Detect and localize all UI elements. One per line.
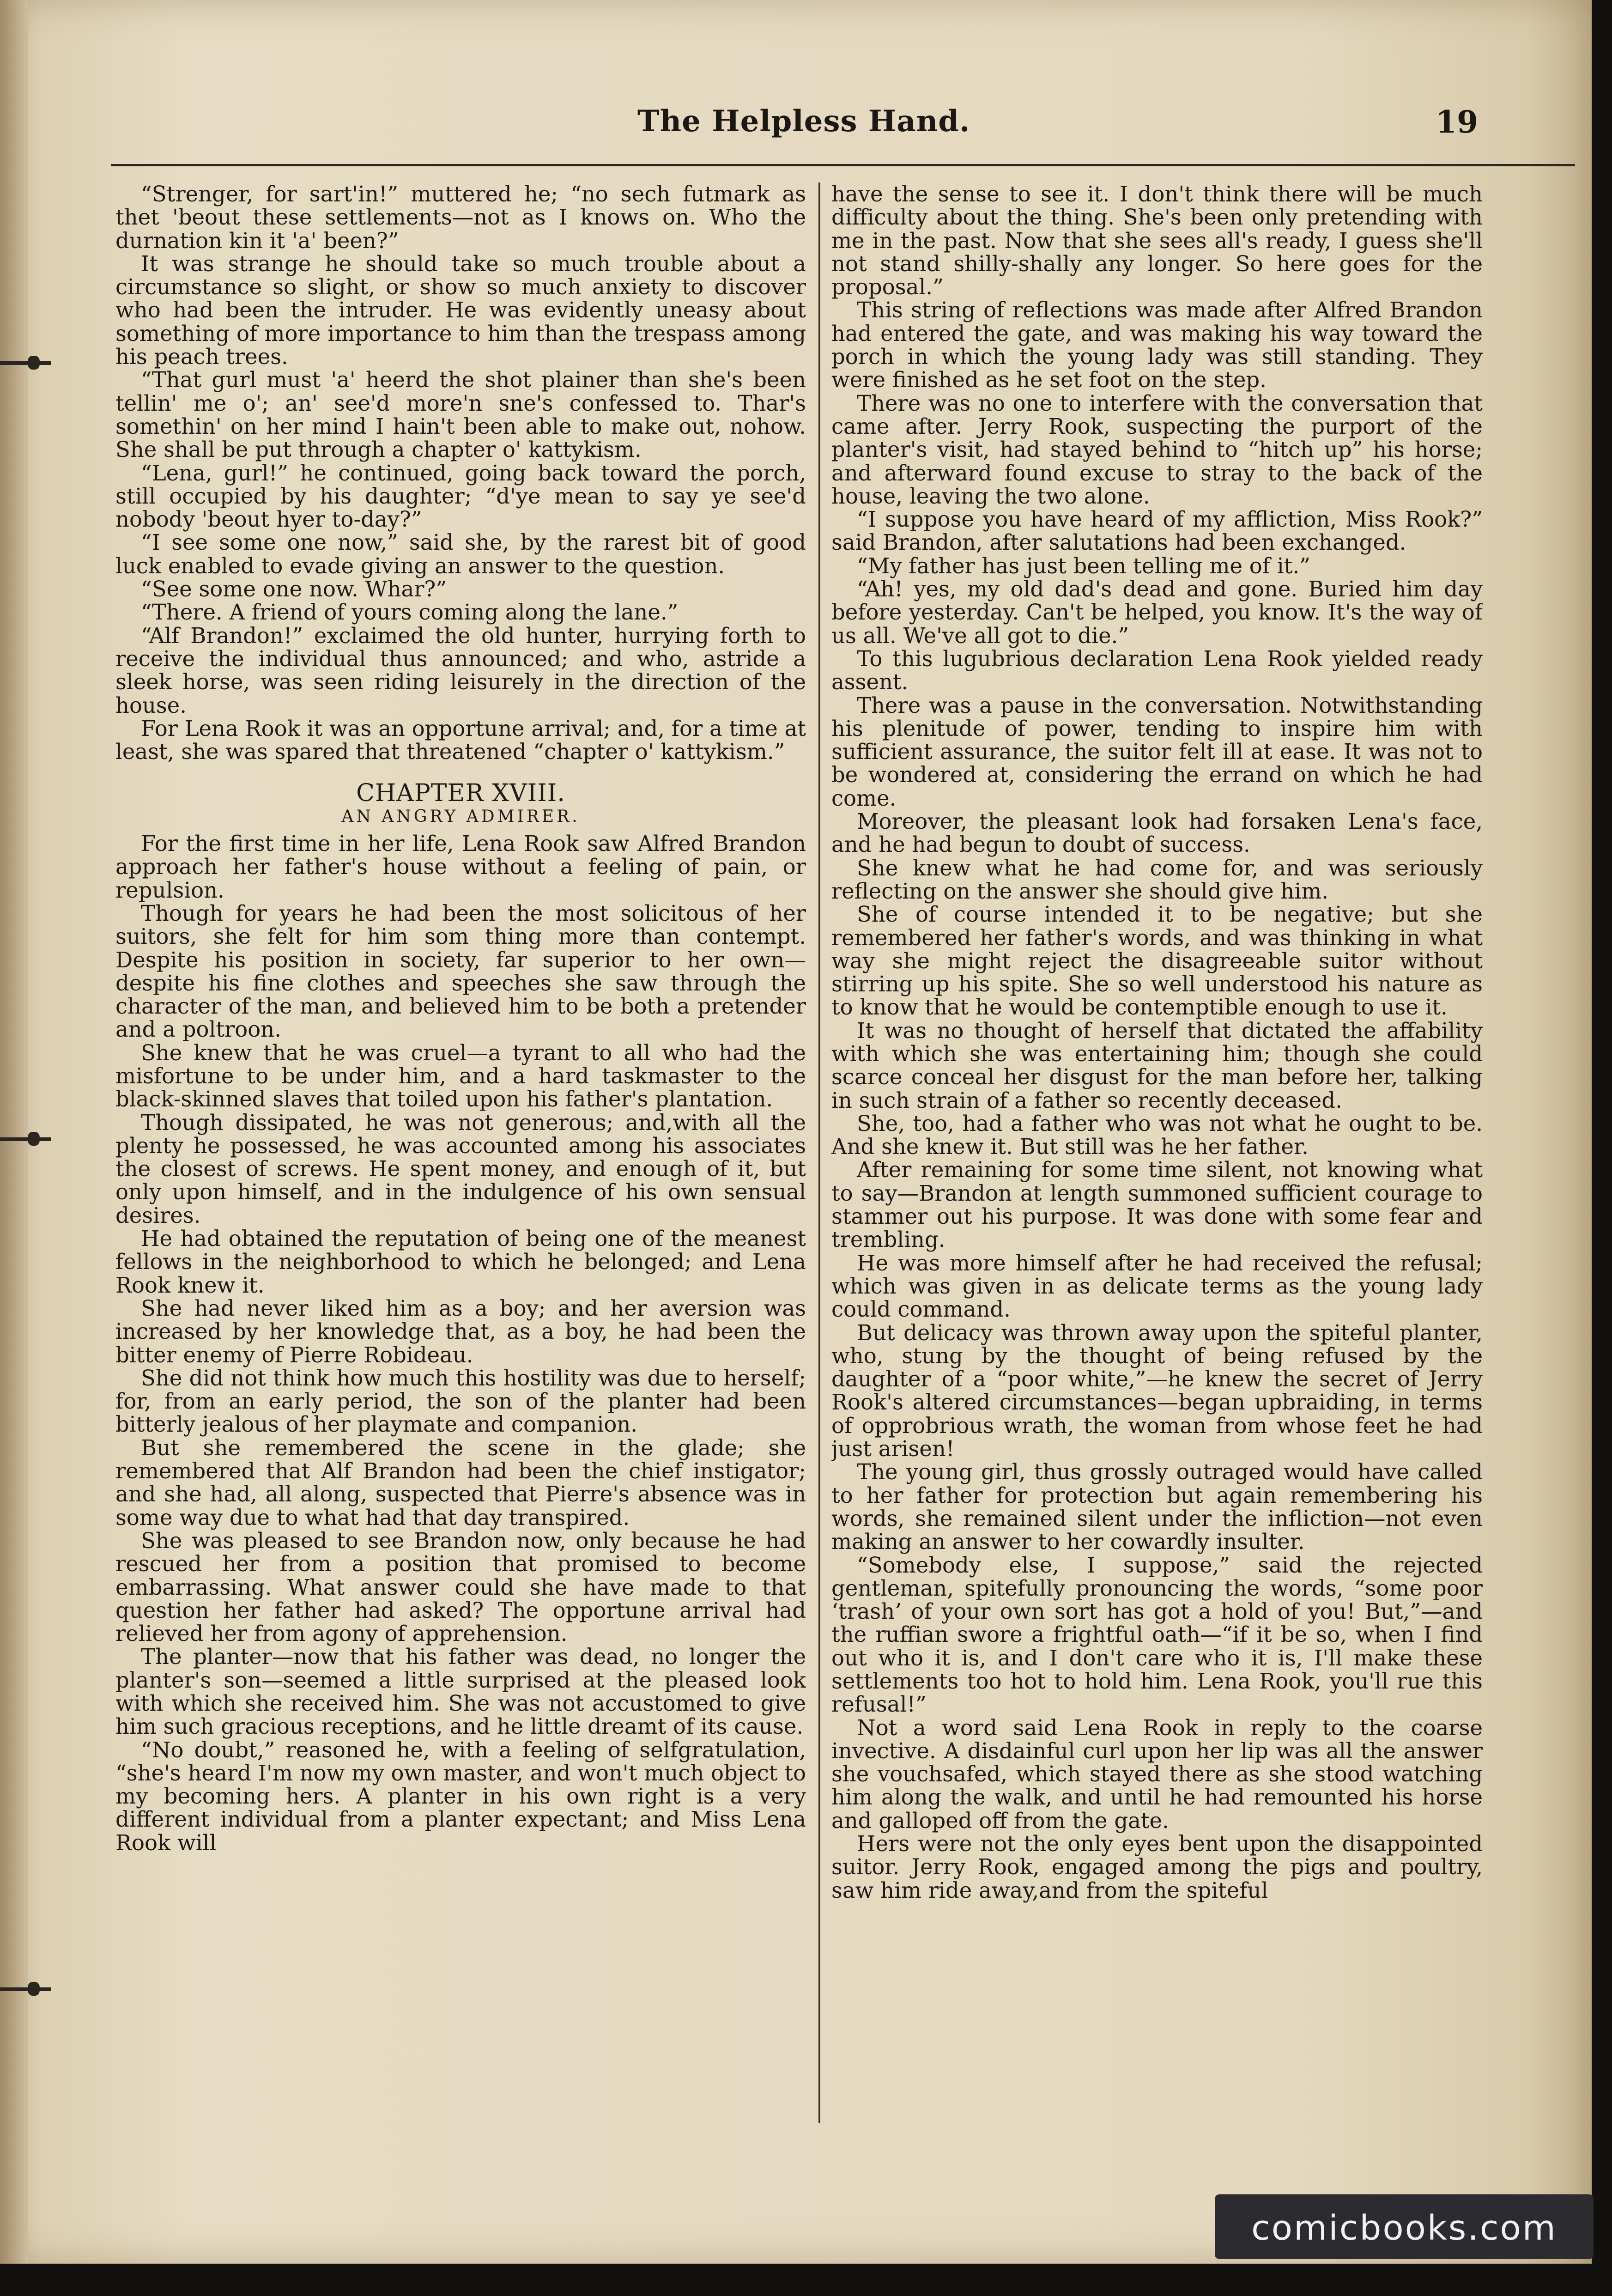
paragraph: Moreover, the pleasant look had forsaken Lena's face, and he had begun to doubt of success.: [831, 809, 1483, 857]
paragraph: “Ah! yes, my old dad's dead and gone. Buried him day before yesterday. Can't be helped, you know. It's the way of us all. We've all got to die.”: [831, 577, 1483, 648]
paragraph: He had obtained the reputation of being one of the meanest fellows in the neighborhood to which he belonged; and Lena Rook knew it.: [115, 1226, 806, 1298]
binding-stitch: [0, 1127, 51, 1150]
paragraph: “No doubt,” reasoned he, with a feeling of selfgratulation, “she's heard I'm now my own master, and won't much object to my becoming hers. A planter in his own right is a very different individual from a planter expectant; and Miss Lena Rook will: [115, 1737, 806, 1855]
paragraph: Not a word said Lena Rook in reply to the coarse invective. A disdainful curl upon her lip was all the answer she vouchsafed, which stayed there as she stood watching him along the walk, and until he had remounted his horse and galloped off from the gate.: [831, 1715, 1483, 1833]
paragraph: The young girl, thus grossly outraged would have called to her father for protection but again remembering his words, she remained silent under the infliction—not even making an answer to her cowardly insulter.: [831, 1459, 1483, 1555]
paragraph: “I see some one now,” said she, by the rarest bit of good luck enabled to evade giving an answer to the question.: [115, 530, 806, 578]
paragraph: But she remembered the scene in the glade; she remembered that Alf Brandon had been the chief instigator; and she had, all along, suspected that Pierre's absence was in some way due to what had that day transpired.: [115, 1435, 806, 1530]
paragraph: Though dissipated, he was not generous; and,with all the plenty he possessed, he was accounted among his associates the closest of screws. He spent money, and enough of it, but only upon himself, and in the indulgence of his own sensual desires.: [115, 1110, 806, 1228]
site-watermark: [1215, 2194, 1594, 2259]
paragraph: She, too, had a father who was not what he ought to be. And she knew it. But still was he her father.: [831, 1111, 1483, 1160]
paragraph: There was a pause in the conversation. Notwithstanding his plenitude of power, tending to inspire him with sufficient assurance, the suitor felt ill at ease. It was not to be wondered at, considering the errand on which he had come.: [831, 692, 1483, 811]
left-column-text-bottom: [115, 832, 806, 1854]
paragraph: “See some one now. Whar?”: [141, 577, 447, 602]
paragraph: She of course intended it to be negative; but she remembered her father's words, and was thinking in what way she might reject the disagreeable suitor without stirring up his spite. She so well understood his nature as to know that he would be contemptible enough to use it.: [831, 902, 1483, 1020]
left-column: [115, 182, 806, 2132]
page-number: 19: [1436, 104, 1478, 140]
paragraph: “Alf Brandon!” exclaimed the old hunter, hurrying forth to receive the individual thus announced; and who, astride a sleek horse, was seen riding leisurely in the direction of the house.: [115, 623, 806, 718]
paragraph: She did not think how much this hostility was due to herself; for, from an early period, the son of the planter had been bitterly jealous of her playmate and companion.: [115, 1365, 806, 1437]
paragraph: There was no one to interfere with the conversation that came after. Jerry Rook, suspecting the purport of the planter's visit, had stayed behind to “hitch up” his horse; and afterward found excuse to stray to the back of the house, leaving the two alone.: [831, 390, 1483, 509]
running-title: The Helpless Hand.: [637, 104, 970, 139]
paragraph: It was no thought of herself that dictated the affability with which she was entertaining him; though she could scarce conceal her disgust for the man before her, talking in such strain of a father so recently deceased.: [831, 1018, 1483, 1113]
paragraph: Hers were not the only eyes bent upon the disappointed suitor. Jerry Rook, engaged among the pigs and poultry, saw him ride away,and from the spiteful: [831, 1831, 1483, 1903]
paragraph: “Lena, gurl!” he continued, going back toward the porch, still occupied by his daughter; “d'ye mean to say ye see'd nobody 'beout hyer to-day?”: [115, 460, 806, 532]
column-divider: [818, 182, 820, 2123]
paragraph: For Lena Rook it was an opportune arrival; and, for a time at least, she was spared that threatened “chapter o' kattykism.”: [115, 716, 806, 765]
paragraph: have the sense to see it. I don't think there will be much difficulty about the thing. She's been only pretending with me in the past. Now that she sees all's ready, I guess she'll not stand shilly-shally any longer. So here goes for the proposal.”: [831, 182, 1483, 300]
left-column-text-top: [115, 182, 806, 763]
paragraph: For the first time in her life, Lena Rook saw Alfred Brandon approach her father's house without a feeling of pain, or repulsion.: [115, 831, 806, 903]
paragraph: “That gurl must 'a' heerd the shot plainer than she's been tellin' me o'; an' see'd more'n sne's confessed to. Thar's somethin' on her mind I hain't been able to make out, nohow. She shall be put through a chapter o' kattykism.: [115, 367, 806, 462]
running-header: [637, 104, 1478, 155]
paragraph: “Somebody else, I suppose,” said the rejected gentleman, spitefully pronouncing the words, “some poor ‘trash’ of your own sort has got a hold of you! But,”—and the ruffian swore a frightful oath—“if it be so, when I find out who it is, and I don't care who it is, I'll make these settlements too hot to hold him. Lena Rook, you'll rue this refusal!”: [831, 1552, 1483, 1717]
paragraph: “My father has just been telling me of it.”: [857, 553, 1310, 578]
paragraph: After remaining for some time silent, not knowing what to say—Brandon at length summoned sufficient courage to stammer out his purpose. It was done with some fear and trembling.: [831, 1157, 1483, 1252]
binding-stitch: [0, 351, 51, 374]
paragraph: “I suppose you have heard of my affliction, Miss Rook?” said Brandon, after salutations had been exchanged.: [831, 507, 1483, 555]
paragraph: “There. A friend of yours coming along the lane.”: [141, 600, 679, 625]
paragraph: “Strenger, for sart'in!” muttered he; “no sech futmark as thet 'beout these settlements—not as I knows on. Who the durnation kin it 'a' been?”: [115, 182, 806, 253]
paragraph: It was strange he should take so much trouble about a circumstance so slight, or show so much anxiety to discover who had been the intruder. He was evidently uneasy about something of more importance to him than the trespass among his peach trees.: [115, 251, 806, 370]
paragraph: The planter—now that his father was dead, no longer the planter's son—seemed a little surprised at the pleased look with which she received him. She was not accustomed to give him such gracious receptions, and he little dreamt of its cause.: [115, 1644, 806, 1739]
paragraph: But delicacy was thrown away upon the spiteful planter, who, stung by the thought of being refused by the daughter of a “poor white,”—he knew the secret of Jerry Rook's altered circumstances—began upbraiding, in terms of opprobrious wrath, the woman from whose feet he had just arisen!: [831, 1320, 1483, 1462]
header-rule: [111, 164, 1575, 166]
paragraph: She knew what he had come for, and was seriously reflecting on the answer she should give him.: [831, 855, 1483, 904]
chapter-subheading: AN ANGRY ADMIRER.: [341, 807, 580, 826]
chapter-heading: CHAPTER XVIII.: [356, 779, 565, 808]
paragraph: This string of reflections was made after Alfred Brandon had entered the gate, and was making his way toward the porch in which the young lady was still standing. They were finished as he set foot on the step.: [831, 298, 1483, 393]
binding-stitch: [0, 1977, 51, 2000]
right-column: [831, 182, 1483, 2132]
paragraph: She knew that he was cruel—a tyrant to all who had the misfortune to be under him, and a hard taskmaster to the black-skinned slaves that toiled upon his father's plantation.: [115, 1040, 806, 1112]
paragraph: She was pleased to see Brandon now, only because he had rescued her from a position that promised to become embarrassing. What answer could she have made to that question her father had asked? The opportune arrival had relieved her from agony of apprehension.: [115, 1528, 806, 1646]
paragraph: She had never liked him as a boy; and her aversion was increased by her knowledge that, as a boy, he had been the bitter enemy of Pierre Robideau.: [115, 1295, 806, 1367]
watermark-text: comicbooks.com: [1251, 2208, 1557, 2248]
paragraph: Though for years he had been the most solicitous of her suitors, she felt for him som thing more than contempt. Despite his position in society, far superior to her own—despite his fine clothes and speeches she saw through the character of the man, and believed him to be both a pretender and a poltroon.: [115, 900, 806, 1042]
paragraph: To this lugubrious declaration Lena Rook yielded ready assent.: [831, 646, 1483, 695]
paragraph: He was more himself after he had received the refusal; which was given in as delicate terms as the young lady could command.: [831, 1250, 1483, 1322]
